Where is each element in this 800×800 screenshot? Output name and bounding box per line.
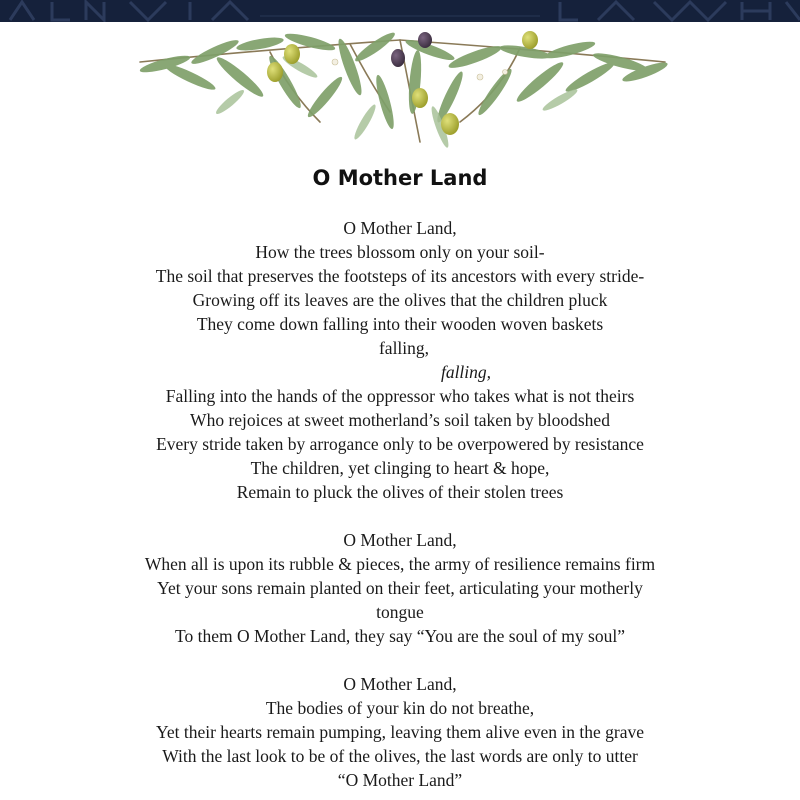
top-banner (0, 0, 800, 22)
poem-line: Every stride taken by arrogance only to be overpowered by resistance (156, 434, 644, 454)
poem-line: Yet your sons remain planted on their feet, articulating your motherly (157, 578, 643, 598)
poem-line: When all is upon its rubble & pieces, the army of resilience remains firm (144, 554, 656, 574)
poem-line-italic: falling, (440, 362, 492, 382)
poem-line: Growing off its leaves are the olives that the children pluck (192, 290, 608, 310)
poem-line: The soil that preserves the footsteps of its ancestors with every stride- (155, 266, 645, 286)
poem-title: O Mother Land (312, 166, 488, 190)
stanza-break (0, 504, 800, 528)
poem-line: tongue (376, 602, 424, 622)
poem-line: O Mother Land, (343, 530, 457, 550)
poem-line: “O Mother Land” (337, 770, 463, 790)
poem-line: The bodies of your kin do not breathe, (265, 698, 535, 718)
poem-line: O Mother Land, (343, 674, 457, 694)
olive-branch-icon (120, 22, 680, 162)
banner-pattern-icon (0, 0, 800, 22)
olive-branch-decoration (120, 22, 680, 162)
poem-line: To them O Mother Land, they say “You are the soul of my soul” (175, 626, 625, 646)
poem-line: O Mother Land, (343, 218, 457, 238)
poem-line: Yet their hearts remain pumping, leaving them alive even in the grave (155, 722, 645, 742)
poem-line: They come down falling into their wooden woven baskets (196, 314, 604, 334)
poem-line: Who rejoices at sweet motherland’s soil taken by bloodshed (190, 410, 610, 430)
stanza-break (0, 648, 800, 672)
poem-body (0, 216, 800, 792)
poem-line: Falling into the hands of the oppressor who takes what is not theirs (165, 386, 635, 406)
poem-line: The children, yet clinging to heart & hope, (250, 458, 550, 478)
poem-line: With the last look to be of the olives, the last words are only to utter (162, 746, 638, 766)
poem-line: How the trees blossom only on your soil- (255, 242, 545, 262)
poem-line: Remain to pluck the olives of their stolen trees (236, 482, 564, 502)
poem-line: falling, (378, 338, 430, 358)
